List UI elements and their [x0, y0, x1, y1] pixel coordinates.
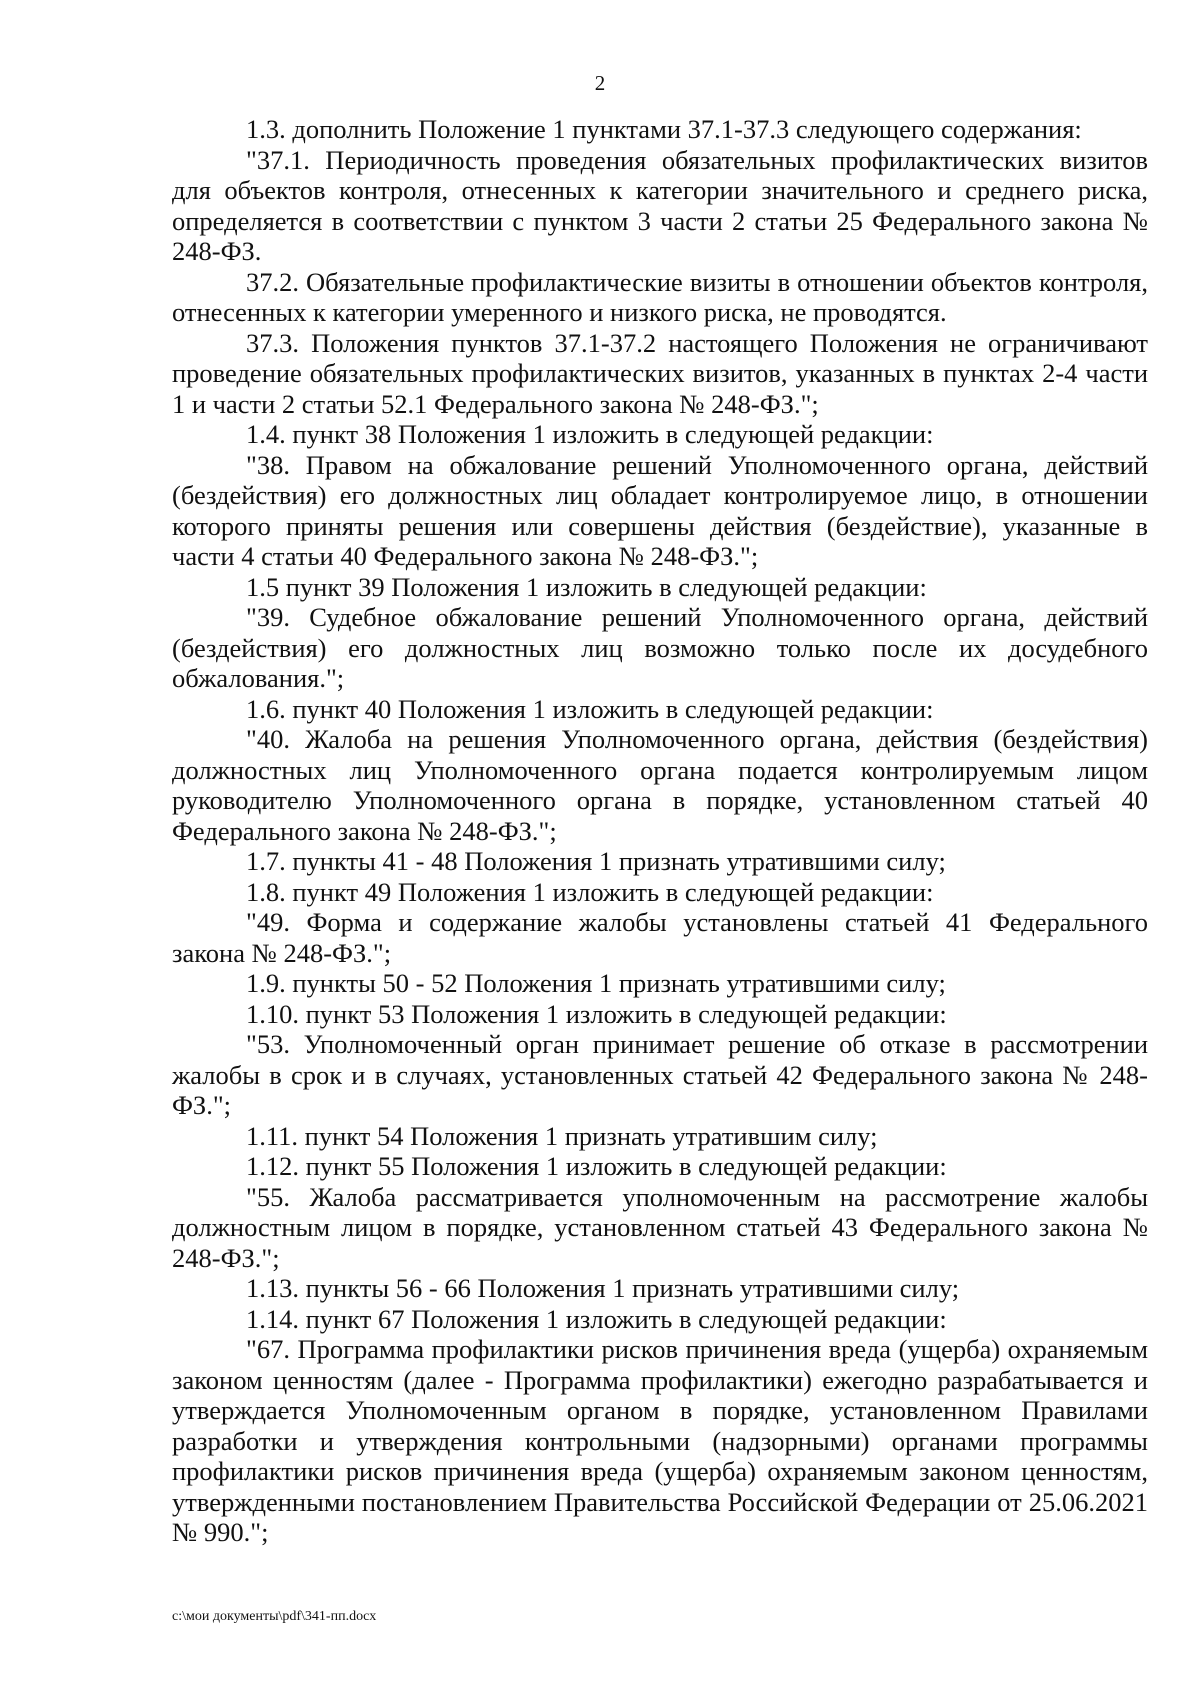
paragraph: "37.1. Периодичность проведения обязательных профилактических визитов для объектов контроля, отнесенных к категории значительного и среднего риска, определяется в соответствии с пунктом 3 части 2 статьи 25 Федерального закона № 248-ФЗ. [172, 144, 1148, 266]
paragraph: "55. Жалоба рассматривается уполномоченным на рассмотрение жалобы должностным лицом в порядке, установленном статьей 43 Федерального закона № 248-ФЗ."; [172, 1181, 1148, 1273]
paragraph: 1.11. пункт 54 Положения 1 признать утратившим силу; [246, 1120, 878, 1151]
paragraph: 1.14. пункт 67 Положения 1 изложить в следующей редакции: [246, 1303, 947, 1334]
paragraph: 1.12. пункт 55 Положения 1 изложить в следующей редакции: [246, 1151, 947, 1181]
paragraph: 1.4. пункт 38 Положения 1 изложить в следующей редакции: [246, 419, 934, 449]
paragraph: 1.6. пункт 40 Положения 1 изложить в следующей редакции: [246, 693, 934, 724]
paragraph: 37.3. Положения пунктов 37.1-37.2 настоящего Положения не ограничивают проведение обязательных профилактических визитов, указанных в пунктах 2-4 части 1 и части 2 статьи 52.1 Федерального закона № 248-ФЗ."; [172, 327, 1148, 419]
paragraph: 1.9. пункты 50 - 52 Положения 1 признать утратившими силу; [246, 968, 946, 998]
paragraph: "39. Судебное обжалование решений Уполномоченного органа, действий (бездействия) его должностных лиц возможно только после их досудебного обжалования."; [172, 602, 1148, 693]
footer-file-path: c:\мои документы\pdf\341-пп.docx [172, 1609, 377, 1624]
paragraph: "53. Уполномоченный орган принимает решение об отказе в рассмотрении жалобы в срок и в случаях, установленных статьей 42 Федерального закона № 248-ФЗ."; [172, 1029, 1148, 1120]
paragraph: 1.10. пункт 53 Положения 1 изложить в следующей редакции: [246, 998, 947, 1029]
document-body [172, 114, 1148, 1548]
paragraph: 37.2. Обязательные профилактические визиты в отношении объектов контроля, отнесенных к категории умеренного и низкого риска, не проводятся. [172, 266, 1148, 327]
paragraph: 1.5 пункт 39 Положения 1 изложить в следующей редакции: [246, 571, 927, 602]
paragraph: 1.7. пункты 41 - 48 Положения 1 признать утратившими силу; [246, 846, 946, 876]
paragraph: "40. Жалоба на решения Уполномоченного органа, действия (бездействия) должностных лиц Уполномоченного органа подается контролируемым лицом руководителю Уполномоченного органа в порядке, установленном статьей 40 Федерального закона № 248-ФЗ."; [172, 724, 1148, 846]
paragraph: 1.8. пункт 49 Положения 1 изложить в следующей редакции: [246, 876, 934, 907]
paragraph: 1.3. дополнить Положение 1 пунктами 37.1-37.3 следующего содержания: [246, 114, 1082, 144]
paragraph: 1.13. пункты 56 - 66 Положения 1 признать утратившими силу; [246, 1273, 960, 1303]
paragraph: "38. Правом на обжалование решений Уполномоченного органа, действий (бездействия) его должностных лиц обладает контролируемое лицо, в отношении которого приняты решения или совершены действия (бездействие), указанные в части 4 статьи 40 Федерального закона № 248-ФЗ."; [172, 449, 1148, 571]
page-number: 2 [594, 71, 606, 95]
paragraph: "49. Форма и содержание жалобы установлены статьей 41 Федерального закона № 248-ФЗ."; [172, 907, 1148, 968]
paragraph: "67. Программа профилактики рисков причинения вреда (ущерба) охраняемым законом ценностям (далее - Программа профилактики) ежегодно разрабатывается и утверждается Уполномоченным органом в порядке, установленном Правилами разработки и утверждения контрольными (надзорными) органами программы профилактики рисков причинения вреда (ущерба) охраняемым законом ценностям, утвержденными постановлением Правительства Российской Федерации от 25.06.2021 № 990."; [172, 1334, 1148, 1547]
